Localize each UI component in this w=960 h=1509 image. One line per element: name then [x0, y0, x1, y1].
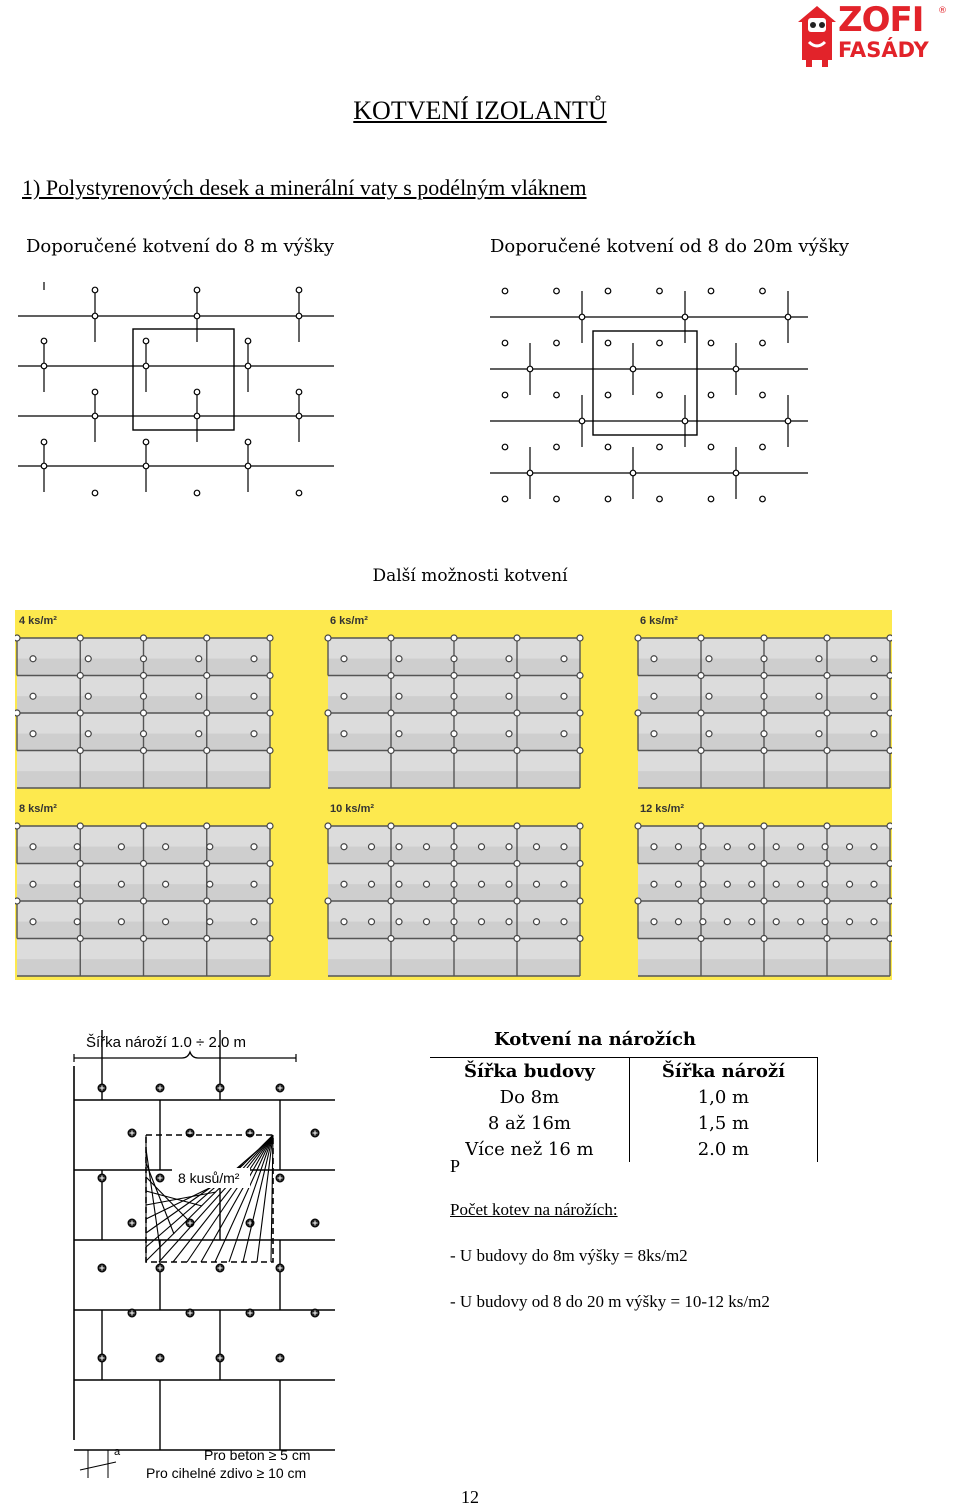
- dim-symbol: a: [114, 1446, 121, 1458]
- cell-corner-width: 1,0 m: [629, 1084, 817, 1110]
- panel-density-label: 6 ks/m²: [330, 615, 368, 627]
- table-header-row: [430, 1058, 818, 1085]
- cell-building-width: Do 8m: [430, 1084, 629, 1110]
- logo-text-top: ZOFI: [838, 0, 924, 40]
- right-diagram-caption: Doporučené kotvení od 8 do 20m výšky: [490, 236, 850, 257]
- table-row: [430, 1136, 818, 1162]
- table-row: [430, 1110, 818, 1136]
- corner-anchoring-diagram: [70, 1030, 345, 1485]
- logo-text-bottom: FASÁDY: [838, 38, 929, 62]
- cell-building-width: Více než 16 m: [430, 1136, 629, 1162]
- corner-area-label: 8 kusů/m²: [178, 1170, 240, 1186]
- anchor-count-heading: Počet kotev na nárožích:: [450, 1200, 618, 1219]
- anchoring-diagram-8-to-20m: [490, 282, 810, 507]
- table-row: [430, 1084, 818, 1110]
- page-title: KOTVENÍ IZOLANTŮ: [353, 96, 607, 125]
- corner-table: [430, 1057, 818, 1162]
- panel-density-label: 6 ks/m²: [640, 615, 678, 627]
- left-diagram-caption: Doporučené kotvení do 8 m výšky: [26, 236, 335, 257]
- anchoring-options-grid: [15, 610, 892, 980]
- cell-building-width: 8 až 16m: [430, 1110, 629, 1136]
- cell-corner-width: 1,5 m: [629, 1110, 817, 1136]
- corner-table-title: Kotvení na nárožích: [493, 1029, 697, 1050]
- anchoring-diagram-up-to-8m: [18, 282, 338, 502]
- bullet-item: - U budovy do 8m výšky = 8ks/m2: [450, 1246, 688, 1265]
- panel-density-label: 8 ks/m²: [19, 803, 57, 815]
- page-number: 12: [461, 1487, 479, 1507]
- registered-mark: ®: [938, 6, 947, 16]
- options-caption: Další možnosti kotvení: [372, 566, 568, 586]
- panel-density-label: 4 ks/m²: [19, 615, 57, 627]
- house-mascot-icon: [796, 4, 838, 68]
- panel-density-label: 10 ks/m²: [330, 803, 375, 815]
- header-corner-width: Šířka nároží: [629, 1058, 817, 1085]
- stray-letter: P: [450, 1156, 461, 1176]
- cell-corner-width: 2.0 m: [629, 1136, 817, 1162]
- zofi-logo: [796, 0, 947, 70]
- header-building-width: Šířka budovy: [430, 1058, 629, 1085]
- corner-width-label: Šířka nároží 1.0 ÷ 2.0 m: [86, 1034, 246, 1051]
- bullet-item: - U budovy od 8 do 20 m výšky = 10-12 ks/m2: [450, 1292, 770, 1311]
- concrete-note: Pro beton ≥ 5 cm: [204, 1447, 311, 1463]
- panel-density-label: 12 ks/m²: [640, 803, 685, 815]
- section-heading: 1) Polystyrenových desek a minerální vaty s podélným vláknem: [22, 175, 587, 200]
- brick-note: Pro cihelné zdivo ≥ 10 cm: [146, 1465, 307, 1481]
